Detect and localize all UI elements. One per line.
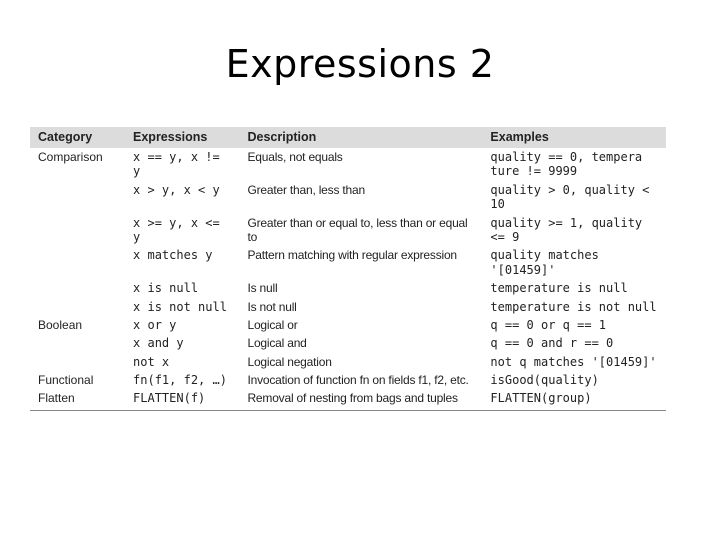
category-cell [30, 298, 125, 316]
header-row [30, 127, 666, 148]
category-cell [30, 246, 125, 279]
expression-cell: x is not null [133, 299, 227, 314]
example-cell: q == 0 and r == 0 [490, 336, 614, 351]
expression-cell: x == y, x != y [133, 150, 220, 179]
category-cell [30, 334, 125, 352]
header-category: Category [30, 127, 125, 148]
expression-cell: x or y [133, 317, 177, 332]
example-cell: isGood(quality) [490, 373, 599, 388]
description-cell: Equals, not equals [247, 150, 343, 164]
slide-title: Expressions 2 [225, 42, 495, 86]
table-header [30, 127, 666, 148]
expression-cell: x matches y [133, 248, 213, 263]
example-cell: FLATTEN(group) [482, 389, 666, 410]
expression-cell: not x [133, 354, 170, 369]
table-row [30, 371, 666, 389]
expression-cell: x >= y, x <= y [133, 215, 220, 244]
description-cell: Invocation of function fn on fields f1, f2, etc. [247, 373, 469, 388]
category-cell: Functional [38, 373, 94, 388]
example-cell: quality > 0, quality < 10 [490, 182, 657, 212]
example-cell: not q matches '[01459]' [490, 354, 657, 369]
description-cell: Removal of nesting from bags and tuples [239, 389, 482, 410]
example-cell: quality == 0, tempera ture != 9999 [490, 150, 650, 179]
header-description: Description [239, 127, 482, 148]
example-cell: quality matches '[01459]' [490, 248, 607, 277]
category-cell [30, 353, 125, 371]
category-cell: Comparison [38, 150, 103, 164]
table-row [30, 334, 666, 352]
description-cell: Greater than or equal to, less than or equal to [247, 215, 468, 244]
table-row [30, 246, 666, 279]
table-row [30, 279, 666, 297]
description-cell: Greater than, less than [247, 182, 365, 197]
table-row [30, 316, 666, 334]
example-cell: q == 0 or q == 1 [490, 317, 607, 332]
header-expressions: Expressions [125, 127, 239, 148]
table-row [30, 353, 666, 371]
expression-cell: x and y [133, 336, 184, 351]
table-body [30, 148, 666, 410]
category-cell: Boolean [38, 317, 83, 332]
table-row [30, 148, 666, 181]
example-cell: temperature is not null [490, 299, 657, 314]
example-cell: temperature is null [490, 281, 628, 296]
description-cell: Logical or [247, 317, 298, 332]
header-examples: Examples [482, 127, 666, 148]
expression-cell: x > y, x < y [133, 182, 220, 197]
expression-cell: x is null [133, 281, 199, 296]
category-cell: Flatten [30, 389, 125, 410]
description-cell: Logical negation [247, 354, 332, 369]
description-cell: Logical and [247, 336, 307, 351]
category-cell [30, 279, 125, 297]
expression-cell: FLATTEN(f) [125, 389, 239, 410]
category-cell [30, 214, 125, 247]
table-row [30, 181, 666, 214]
table-row [30, 214, 666, 247]
expressions-table [30, 127, 666, 411]
expression-cell: fn(f1, f2, …) [133, 373, 227, 388]
example-cell: quality >= 1, quality <= 9 [490, 215, 650, 244]
category-cell [30, 181, 125, 214]
description-cell: Is null [247, 281, 278, 296]
table-row [30, 389, 666, 410]
table-row [30, 298, 666, 316]
description-cell: Pattern matching with regular expression [247, 248, 457, 263]
description-cell: Is not null [247, 299, 297, 314]
